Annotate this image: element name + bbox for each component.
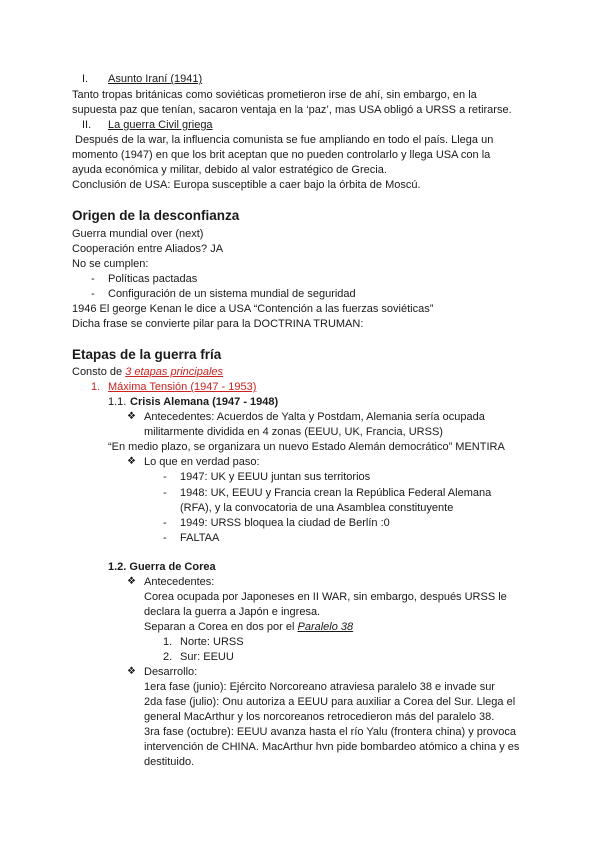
text-line: Dicha frase se convierte pilar para la DOCTRINA TRUMAN:	[72, 318, 364, 330]
dash-bullet: -	[91, 288, 95, 300]
text-line: declara la guerra a Japón e ingresa.	[144, 606, 321, 618]
paragraph-line: Tanto tropas británicas como soviéticas prometieron irse de ahí, sin embargo, en la	[72, 89, 477, 101]
etapa-maxima-tension: Máxima Tensión (1947 - 1953)	[108, 381, 257, 393]
list-item: Sur: EEUU	[180, 651, 234, 663]
text-line: Antecedentes:	[144, 576, 215, 588]
diamond-bullet-icon: ❖	[127, 666, 136, 677]
section-number-2: II.	[82, 119, 92, 131]
text-line: intervención de CHINA. MacArthur hvn pide bombardeo atómico a china y es	[144, 741, 520, 753]
text-line: 1era fase (junio): Ejército Norcoreano atraviesa paralelo 38 e invade sur	[144, 681, 495, 693]
paragraph-line: Después de la war, la influencia comunista se fue ampliando en todo el país. Llega un	[72, 134, 494, 146]
paragraph-line: momento (1947) en que los brit aceptan que no pueden controlarlo y llega USA con la	[72, 149, 491, 161]
list-number: 1.	[91, 381, 101, 393]
list-item: 1949: URSS bloquea la ciudad de Berlín :0	[180, 517, 390, 529]
subsection-title-crisis: Crisis Alemana (1947 - 1948)	[130, 396, 279, 408]
paragraph-line: ayuda económica y militar, debido al valor estratégico de Grecia.	[72, 164, 387, 176]
consto-prefix: Consto de	[72, 366, 126, 378]
dash-bullet: -	[163, 471, 167, 483]
text-line: No se cumplen:	[72, 258, 149, 270]
list-item: Configuración de un sistema mundial de seguridad	[108, 288, 356, 300]
separan-line	[144, 620, 353, 634]
list-item: 1948: UK, EEUU y Francia crean la República Federal Alemana	[180, 487, 492, 499]
text-line: militarmente dividida en 4 zonas (EEUU, UK, Francia, URSS)	[144, 426, 443, 438]
heading-origen: Origen de la desconfianza	[72, 208, 240, 223]
dash-bullet: -	[91, 273, 95, 285]
etapas-link[interactable]: 3 etapas principales	[125, 366, 224, 378]
section-title-iran: Asunto Iraní (1941)	[108, 73, 203, 85]
list-number: 2.	[163, 651, 173, 663]
dash-bullet: -	[163, 487, 167, 499]
dash-bullet: -	[163, 517, 167, 529]
list-item: Norte: URSS	[180, 636, 244, 648]
consto-line	[72, 365, 223, 379]
list-item: 1947: UK y EEUU juntan sus territorios	[180, 471, 371, 483]
text-line: general MacArthur y los norcoreanos retrocedieron más del paralelo 38.	[144, 711, 495, 723]
heading-etapas: Etapas de la guerra fría	[72, 347, 222, 362]
list-item: Políticas pactadas	[108, 273, 198, 285]
paragraph-line: supuesta paz que tenían, sacaron ventaja en la ‘paz’, mas USA obligó a URSS a retirarse.	[72, 104, 512, 116]
diamond-bullet-icon: ❖	[127, 411, 136, 422]
separan-text: Separan a Corea en dos por el	[144, 621, 298, 633]
subsection-title-corea: 1.2. Guerra de Corea	[108, 561, 216, 573]
list-item-continued: (RFA), y la convocatoria de una Asamblea constituyente	[180, 502, 454, 514]
text-line: 1946 El george Kenan le dice a USA “Contención a las fuerzas soviéticas”	[72, 303, 434, 315]
section-title-grecia: La guerra Civil griega	[108, 119, 213, 131]
text-line: 2da fase (julio): Onu autoriza a EEUU para auxiliar a Corea del Sur. Llega el	[144, 696, 516, 708]
text-line: Guerra mundial over (next)	[72, 228, 204, 240]
text-line: Corea ocupada por Japoneses en II WAR, sin embargo, después URSS le	[144, 591, 507, 603]
section-number-1: I.	[82, 73, 89, 85]
subsection-number: 1.1.	[108, 396, 127, 408]
list-number: 1.	[163, 636, 173, 648]
diamond-bullet-icon: ❖	[127, 576, 136, 587]
text-line: destituido.	[144, 756, 195, 768]
paralelo-link: Paralelo 38	[297, 621, 354, 633]
dash-bullet: -	[163, 532, 167, 544]
paragraph-line: Conclusión de USA: Europa susceptible a caer bajo la órbita de Moscú.	[72, 179, 421, 191]
text-line: Antecedentes: Acuerdos de Yalta y Postdam, Alemania sería ocupada	[144, 411, 485, 423]
list-item: FALTAA	[180, 532, 220, 544]
text-line: Cooperación entre Aliados? JA	[72, 243, 224, 255]
text-line: Lo que en verdad paso:	[144, 456, 260, 468]
diamond-bullet-icon: ❖	[127, 456, 136, 467]
quote-line: “En medio plazo, se organizara un nuevo Estado Alemán democrático” MENTIRA	[108, 441, 505, 453]
text-line: Desarrollo:	[144, 666, 198, 678]
text-line: 3ra fase (octubre): EEUU avanza hasta el río Yalu (frontera china) y provoca	[144, 726, 516, 738]
